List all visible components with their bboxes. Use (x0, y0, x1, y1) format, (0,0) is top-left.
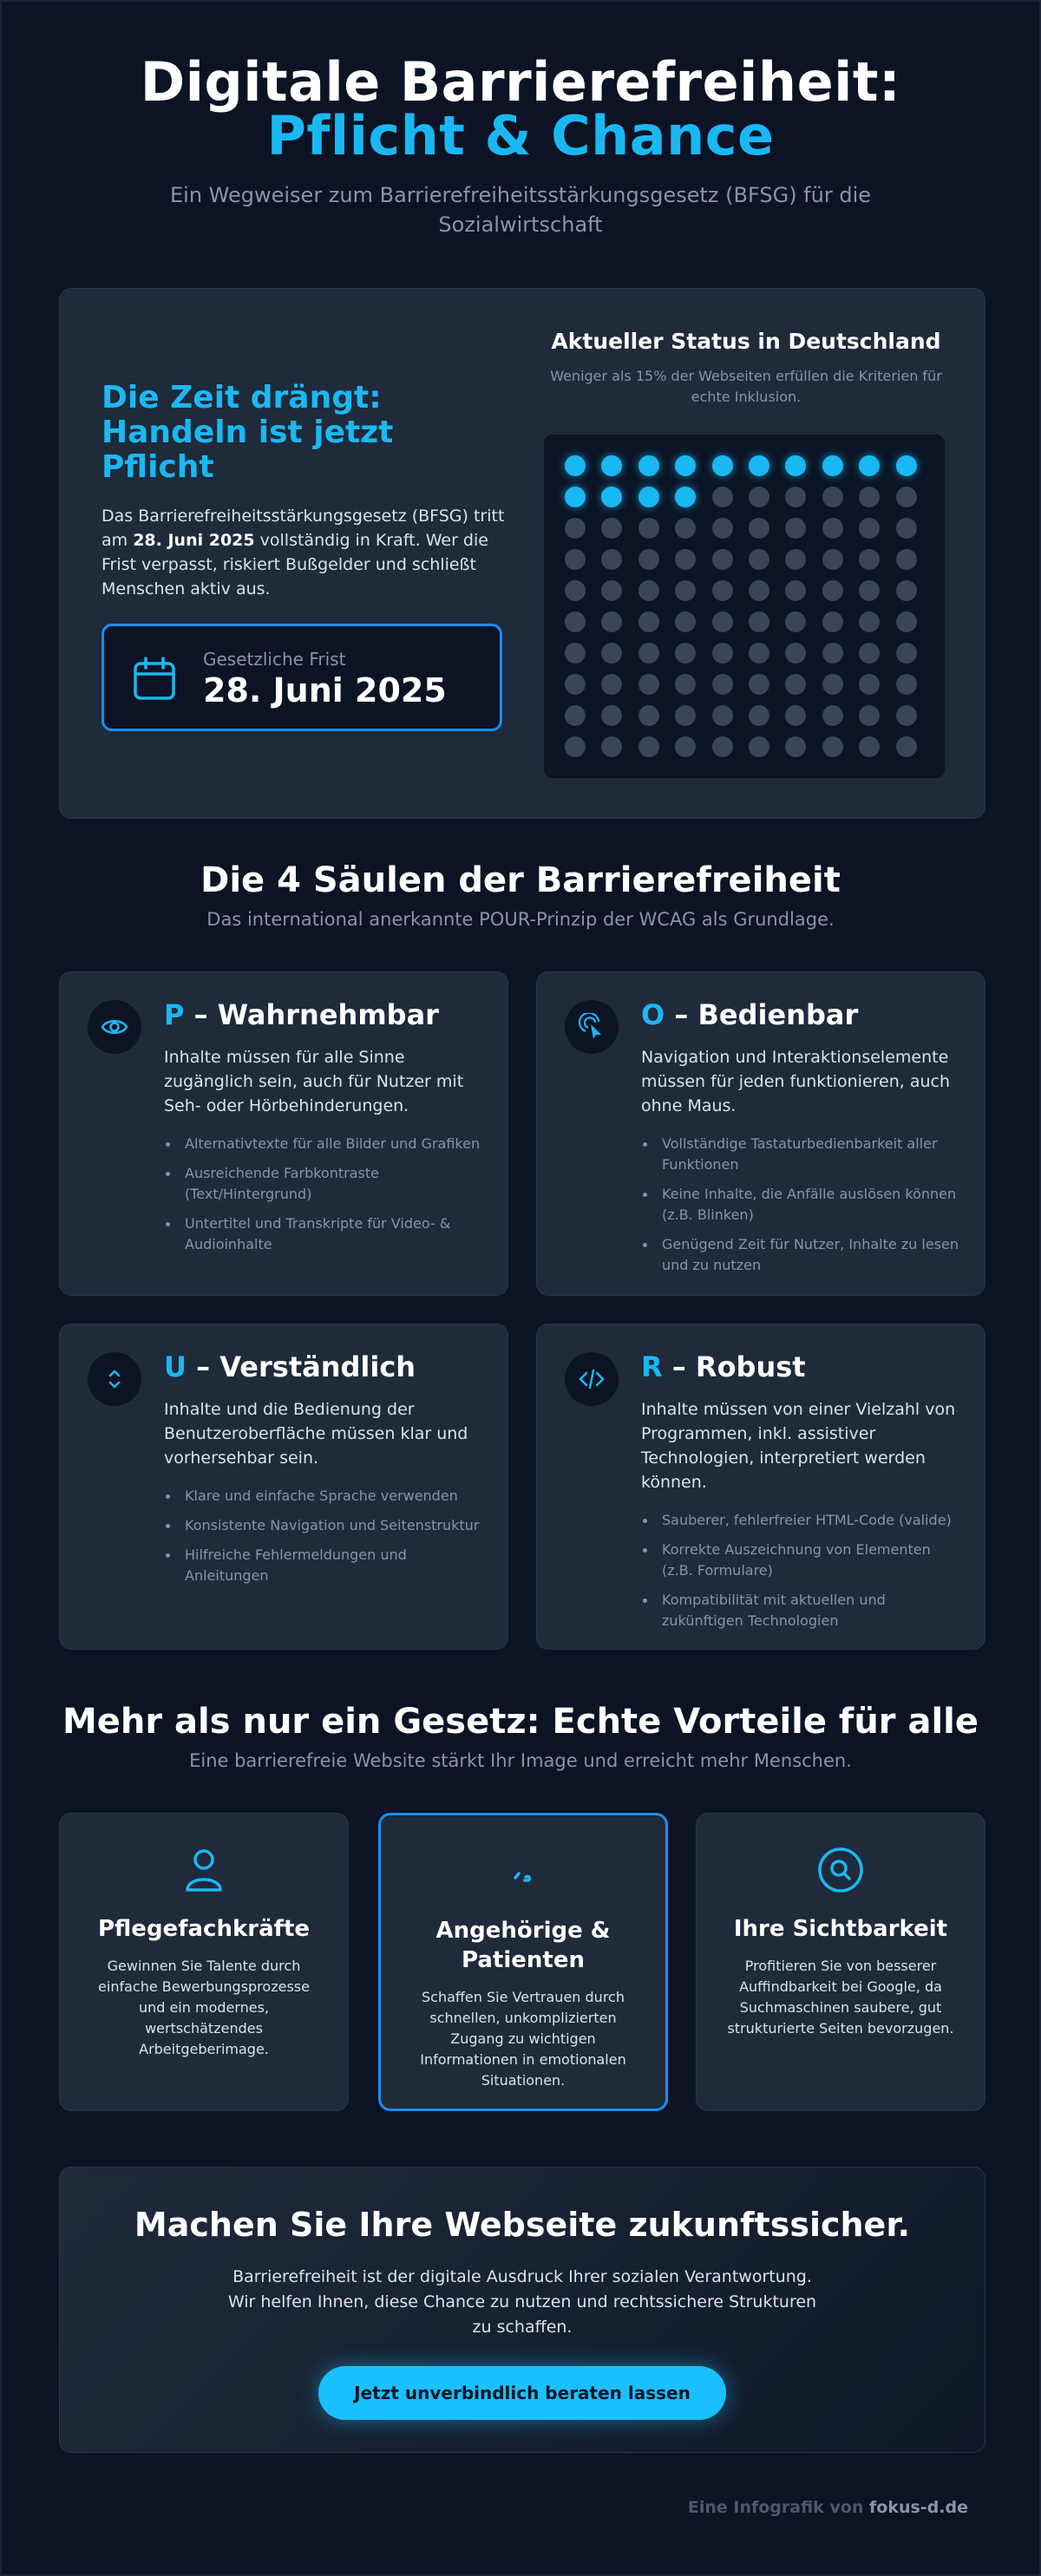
waffle-dot (749, 736, 769, 757)
waffle-dot (749, 518, 769, 539)
pillar-icon-wrap (565, 1352, 619, 1406)
list-item: Klare und einfache Sprache verwenden (164, 1486, 483, 1507)
waffle-dot (749, 705, 769, 726)
waffle-dot-highlighted (896, 455, 917, 476)
benefit-icon-wrap (814, 1843, 868, 1897)
pillar-name: – Wahrnehmbar (184, 998, 439, 1031)
pillar-body (164, 1349, 483, 1595)
code-icon (578, 1365, 606, 1393)
pillar-heading (641, 997, 960, 1033)
waffle-dot (638, 674, 659, 695)
pillar-description: Navigation und Interaktionselemente müssen für jeden funktionieren, auch ohne Maus. (641, 1048, 951, 1115)
status-chart-header (542, 329, 950, 408)
deadline-box (101, 624, 502, 731)
pillars-title: Die 4 Säulen der Barrierefreiheit (200, 860, 841, 900)
cta-title: Machen Sie Ihre Webseite zukunftssicher. (134, 2206, 911, 2244)
waffle-dot (675, 549, 696, 570)
waffle-dot-highlighted (675, 455, 696, 476)
waffle-dot (675, 611, 696, 632)
waffle-dot (565, 580, 586, 601)
waffle-dot (601, 674, 622, 695)
waffle-dot (712, 549, 733, 570)
status-card (59, 288, 985, 819)
pillar-card-perceivable (59, 971, 508, 1296)
waffle-dot-highlighted (822, 455, 843, 476)
list-item: Keine Inhalte, die Anfälle auslösen können (z.B. Blinken) (641, 1184, 960, 1226)
benefit-title: Angehörige & Patienten (435, 1918, 611, 1973)
pillar-card-robust (536, 1324, 985, 1650)
waffle-dot (601, 736, 622, 757)
waffle-dot (896, 736, 917, 757)
waffle-dot (749, 611, 769, 632)
waffle-dot-highlighted (638, 455, 659, 476)
waffle-dot (785, 705, 806, 726)
waffle-dot (896, 643, 917, 664)
waffle-dot (822, 549, 843, 570)
benefit-icon-wrap (177, 1843, 231, 1897)
urgency-text-date: 28. Juni 2025 (133, 531, 255, 550)
waffle-dot (675, 518, 696, 539)
user-icon (177, 1843, 231, 1897)
footer-credit (688, 2498, 968, 2517)
benefit-title: Pflegefachkräfte (97, 1916, 311, 1942)
urgency-heading: Die Zeit drängt: Handeln ist jetzt Pflicht (101, 380, 394, 485)
waffle-chart (544, 435, 945, 778)
pillar-name: – Bedienbar (665, 998, 859, 1031)
urgency-text-before: Das Barrierefreiheitsstärkungsgesetz (BFSG) tritt am (101, 507, 505, 550)
list-item: Alternativtexte für alle Bilder und Grafiken (164, 1134, 483, 1154)
waffle-dot-highlighted (712, 455, 733, 476)
benefits-title: Mehr als nur ein Gesetz: Echte Vorteile für alle (62, 1702, 979, 1742)
waffle-dot (822, 674, 843, 695)
broken-icon (496, 1845, 550, 1899)
waffle-dot (896, 674, 917, 695)
pillars-subtitle: Das international anerkannte POUR-Prinzip der WCAG als Grundlage. (206, 909, 835, 930)
waffle-dot (896, 580, 917, 601)
urgency-text-after: vollständig in Kraft. Wer die Frist verpasst, riskiert Bußgelder und schließt Menschen aktiv aus. (101, 531, 488, 598)
waffle-dot (749, 674, 769, 695)
waffle-dot (785, 549, 806, 570)
title-line-2: Pflicht & Chance (266, 104, 775, 167)
waffle-dot (896, 549, 917, 570)
waffle-dot (565, 611, 586, 632)
urgency-text (101, 504, 506, 601)
waffle-dot (822, 518, 843, 539)
waffle-dot (822, 611, 843, 632)
pillar-name: – Robust (662, 1350, 806, 1383)
footer-brand[interactable]: fokus-d.de (869, 2498, 968, 2517)
waffle-dot (601, 611, 622, 632)
waffle-dot (896, 487, 917, 507)
waffle-dot (859, 487, 880, 507)
waffle-dot (638, 705, 659, 726)
waffle-dot (712, 580, 733, 601)
waffle-dot (675, 674, 696, 695)
waffle-dot (859, 580, 880, 601)
waffle-dot (638, 549, 659, 570)
list-item: Hilfreiche Fehlermeldungen und Anleitungen (164, 1545, 483, 1586)
list-item: Untertitel und Transkripte für Video- & Audioinhalte (164, 1213, 483, 1255)
waffle-dot-highlighted (859, 455, 880, 476)
eye-icon (101, 1013, 128, 1041)
cta-card (59, 2167, 985, 2453)
benefit-card-visibility (696, 1813, 985, 2111)
waffle-dot (859, 736, 880, 757)
waffle-dot (601, 518, 622, 539)
pillar-icon-wrap (565, 1000, 619, 1054)
waffle-dot (638, 518, 659, 539)
waffle-dot-highlighted (785, 455, 806, 476)
title-line-1: Digitale Barrierefreiheit: (140, 50, 901, 114)
pillar-card-operable (536, 971, 985, 1296)
waffle-dot (565, 643, 586, 664)
pillar-body (164, 997, 483, 1264)
pillar-list (164, 1134, 483, 1255)
chart-note: Weniger als 15% der Webseiten erfüllen die Kriterien für echte Inklusion. (550, 368, 942, 405)
waffle-dot (822, 580, 843, 601)
pillar-description: Inhalte müssen von einer Vielzahl von Programmen, inkl. assistiver Technologien, interpretiert werden können. (641, 1400, 956, 1492)
waffle-dot (822, 705, 843, 726)
cta-text: Barrierefreiheit ist der digitale Ausdruck Ihrer sozialen Verantwortung. Wir helfen Ihnen, diese Chance zu nutzen und rechtssichere Strukturen zu schaffen. (227, 2267, 817, 2337)
benefit-icon-wrap (496, 1845, 550, 1899)
pillar-letter: P (164, 998, 185, 1031)
pillar-card-understandable (59, 1324, 508, 1650)
hero-header (2, 50, 1039, 239)
consultation-button[interactable]: Jetzt unverbindlich beraten lassen (318, 2366, 726, 2420)
page-subtitle: Ein Wegweiser zum Barrierefreiheitsstärkungsgesetz (BFSG) für die Sozialwirtschaft (169, 183, 872, 237)
waffle-dot (859, 611, 880, 632)
benefits-section-header (2, 1702, 1039, 1771)
waffle-dot (565, 674, 586, 695)
waffle-dot-highlighted (565, 455, 586, 476)
waffle-dot (859, 518, 880, 539)
waffle-dot (785, 611, 806, 632)
waffle-dot (712, 518, 733, 539)
waffle-dot (601, 580, 622, 601)
list-item: Genügend Zeit für Nutzer, Inhalte zu lesen und zu nutzen (641, 1234, 960, 1276)
waffle-dot (785, 518, 806, 539)
waffle-dot (565, 705, 586, 726)
waffle-dot (749, 580, 769, 601)
pillar-heading (641, 1349, 960, 1385)
urgency-block (101, 381, 506, 601)
pillars-section-header (2, 860, 1039, 930)
calendar-icon (130, 655, 179, 703)
pillar-list (164, 1486, 483, 1586)
list-item: Kompatibilität mit aktuellen und zukünftigen Technologien (641, 1590, 960, 1631)
search-icon (814, 1843, 868, 1897)
list-item: Korrekte Auszeichnung von Elementen (z.B. Formulare) (641, 1540, 960, 1581)
pillar-icon-wrap (88, 1352, 141, 1406)
waffle-dot-highlighted (565, 487, 586, 507)
pillar-icon-wrap (88, 1000, 141, 1054)
waffle-dot (749, 549, 769, 570)
pillar-description: Inhalte müssen für alle Sinne zugänglich sein, auch für Nutzer mit Seh- oder Hörbehinderungen. (164, 1048, 464, 1115)
waffle-dot (859, 705, 880, 726)
waffle-dot (638, 580, 659, 601)
pillar-description: Inhalte und die Bedienung der Benutzeroberfläche müssen klar und vorhersehbar sein. (164, 1400, 468, 1468)
benefit-text: Schaffen Sie Vertrauen durch schnellen, unkomplizierten Zugang zu wichtigen Informationen in emotionalen Situationen. (420, 1989, 626, 2089)
pillar-letter: O (641, 998, 665, 1031)
waffle-dot (712, 611, 733, 632)
waffle-dot (749, 643, 769, 664)
waffle-dot (896, 518, 917, 539)
waffle-dot (638, 611, 659, 632)
pillar-name: – Verständlich (186, 1350, 416, 1383)
waffle-dot (601, 643, 622, 664)
waffle-dot (565, 518, 586, 539)
waffle-dot (896, 705, 917, 726)
benefit-title: Ihre Sichtbarkeit (733, 1916, 948, 1942)
deadline-date: 28. Juni 2025 (203, 671, 447, 709)
pillar-letter: U (164, 1350, 187, 1383)
benefit-text: Gewinnen Sie Talente durch einfache Bewerbungsprozesse und ein modernes, wertschätzendes Arbeitgeberimage. (98, 1958, 310, 2057)
waffle-dot (712, 736, 733, 757)
waffle-dot (712, 674, 733, 695)
chevrons-up-down-icon (101, 1365, 128, 1393)
waffle-dot-highlighted (601, 487, 622, 507)
waffle-dot (675, 736, 696, 757)
waffle-dot (859, 643, 880, 664)
waffle-dot (822, 487, 843, 507)
page-title (2, 50, 1039, 167)
waffle-dot-highlighted (601, 455, 622, 476)
waffle-dot (638, 643, 659, 664)
waffle-dot (565, 549, 586, 570)
waffle-dot-highlighted (638, 487, 659, 507)
waffle-dot (638, 736, 659, 757)
benefit-card-nurses (59, 1813, 349, 2111)
deadline-label: Gesetzliche Frist (203, 649, 346, 670)
waffle-dot-highlighted (749, 455, 769, 476)
footer-prefix: Eine Infografik von (687, 2498, 870, 2517)
waffle-dot (675, 580, 696, 601)
waffle-dot (822, 643, 843, 664)
waffle-dot (565, 736, 586, 757)
benefit-card-relatives (378, 1813, 668, 2111)
waffle-dot (785, 674, 806, 695)
waffle-dot (785, 643, 806, 664)
waffle-dot (712, 487, 733, 507)
pillar-heading (164, 1349, 483, 1385)
pillar-letter: R (641, 1350, 663, 1383)
benefit-text: Profitieren Sie von besserer Auffindbarkeit bei Google, da Suchmaschinen saubere, gut strukturierte Seiten bevorzugen. (727, 1958, 954, 2037)
pillar-body (641, 1349, 960, 1640)
waffle-dot (601, 705, 622, 726)
pillar-list (641, 1134, 960, 1276)
waffle-dot (601, 549, 622, 570)
waffle-dot-highlighted (675, 487, 696, 507)
pillar-list (641, 1510, 960, 1631)
list-item: Konsistente Navigation und Seitenstruktur (164, 1515, 483, 1536)
benefits-subtitle: Eine barrierefreie Website stärkt Ihr Image und erreicht mehr Menschen. (189, 1750, 852, 1771)
waffle-dot (749, 487, 769, 507)
pillar-body (641, 997, 960, 1285)
waffle-dot (675, 643, 696, 664)
pointer-click-icon (578, 1013, 606, 1041)
waffle-dot (785, 580, 806, 601)
waffle-dot (785, 487, 806, 507)
waffle-dot (675, 705, 696, 726)
list-item: Sauberer, fehlerfreier HTML-Code (valide) (641, 1510, 960, 1531)
chart-title: Aktueller Status in Deutschland (551, 329, 941, 354)
waffle-dot (712, 643, 733, 664)
waffle-dot (712, 705, 733, 726)
waffle-dot (859, 674, 880, 695)
list-item: Vollständige Tastaturbedienbarkeit aller Funktionen (641, 1134, 960, 1175)
pillar-heading (164, 997, 483, 1033)
waffle-dot (785, 736, 806, 757)
list-item: Ausreichende Farbkontraste (Text/Hintergrund) (164, 1163, 483, 1205)
waffle-dot (822, 736, 843, 757)
waffle-dot (896, 611, 917, 632)
waffle-dot (859, 549, 880, 570)
